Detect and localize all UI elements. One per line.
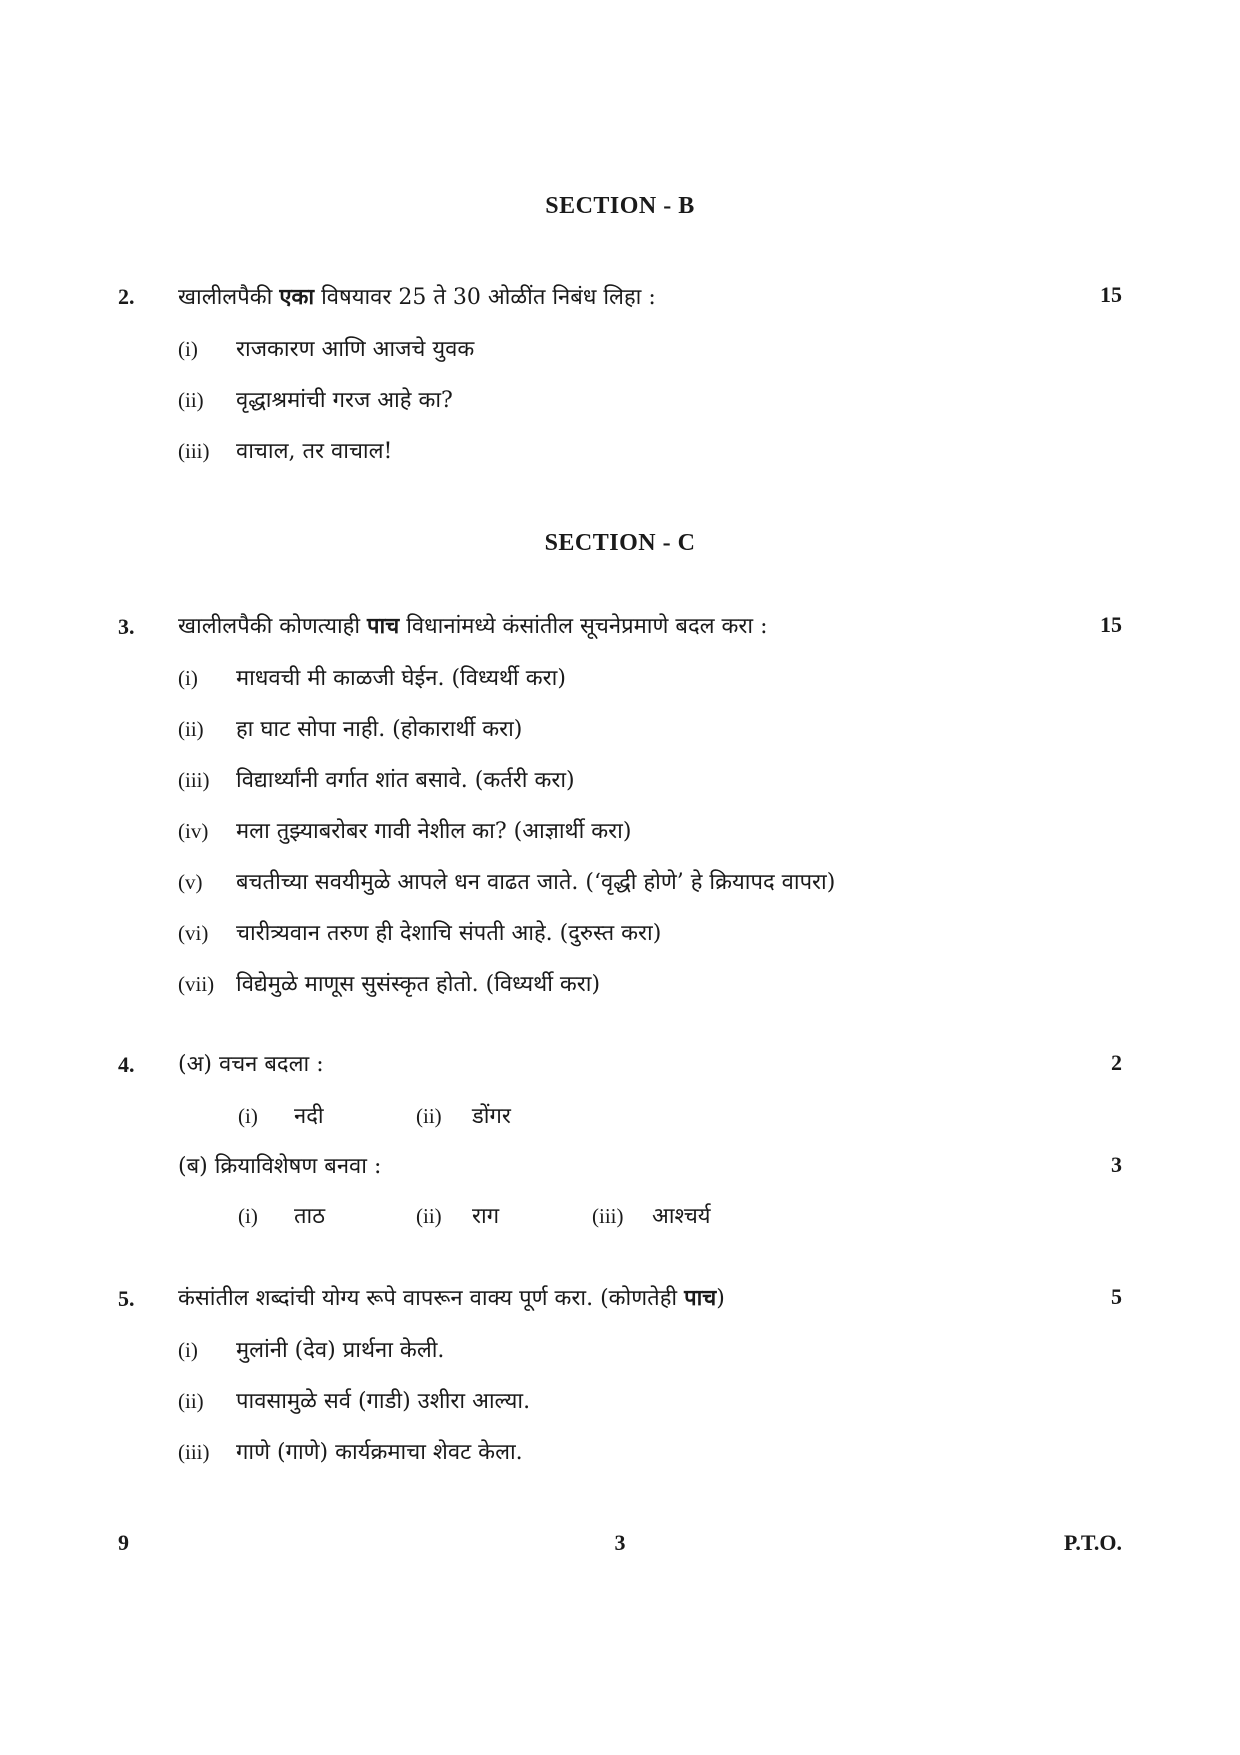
question-5-item bbox=[178, 1436, 523, 1466]
item-number: (v) bbox=[178, 870, 203, 894]
item-number: (ii) bbox=[416, 1204, 442, 1228]
item-text: विद्येमुळे माणूस सुसंस्कृत होतो. (विध्यर्थी करा) bbox=[236, 972, 601, 997]
question-3-item bbox=[178, 866, 835, 896]
question-2-item bbox=[178, 435, 392, 465]
question-3-text-bold: पाच bbox=[367, 613, 400, 639]
question-3-item bbox=[178, 713, 522, 743]
question-4b-item bbox=[416, 1200, 499, 1230]
question-2-text bbox=[178, 281, 656, 311]
question-2-marks: 15 bbox=[1100, 282, 1122, 307]
question-4-number: 4. bbox=[118, 1052, 135, 1077]
question-2-item bbox=[178, 333, 474, 363]
footer-code: 9 bbox=[118, 1530, 129, 1555]
item-number: (iii) bbox=[178, 768, 210, 792]
item-number: (iv) bbox=[178, 819, 209, 843]
question-4a-marks: 2 bbox=[1111, 1050, 1122, 1075]
item-number: (vii) bbox=[178, 972, 215, 996]
item-number: (iii) bbox=[592, 1204, 624, 1228]
item-text: आश्चर्य bbox=[652, 1204, 711, 1229]
question-5-text-post: ) bbox=[716, 1286, 725, 1311]
item-number: (iii) bbox=[178, 439, 210, 463]
item-text: बचतीच्या सवयीमुळे आपले धन वाढत जाते. (‘वृद्धी होणे’ हे क्रियापद वापरा) bbox=[236, 870, 836, 895]
item-text: नदी bbox=[294, 1104, 324, 1129]
item-text: मला तुझ्याबरोबर गावी नेशील का? (आज्ञार्थी करा) bbox=[236, 819, 632, 844]
question-4b-label: (ब) क्रियाविशेषण बनवा : bbox=[178, 1154, 382, 1179]
item-text: राग bbox=[472, 1204, 500, 1229]
question-3-marks: 15 bbox=[1100, 612, 1122, 637]
question-3-item bbox=[178, 662, 566, 692]
question-5-item bbox=[178, 1385, 530, 1415]
item-text: विद्यार्थ्यांनी वर्गात शांत बसावे. (कर्तरी करा) bbox=[236, 768, 575, 793]
item-number: (iii) bbox=[178, 1440, 210, 1464]
item-number: (ii) bbox=[178, 388, 204, 412]
question-5-text bbox=[178, 1282, 725, 1312]
question-3-text bbox=[178, 610, 768, 640]
question-5-item bbox=[178, 1334, 444, 1364]
section-b-heading: SECTION - B bbox=[545, 193, 695, 219]
item-number: (i) bbox=[178, 1338, 198, 1362]
item-text: राजकारण आणि आजचे युवक bbox=[236, 337, 475, 362]
question-3-item bbox=[178, 968, 600, 998]
item-number: (ii) bbox=[178, 1389, 204, 1413]
question-3-item bbox=[178, 815, 631, 845]
item-text: वृद्धाश्रमांची गरज आहे का? bbox=[236, 388, 453, 413]
footer-pto: P.T.O. bbox=[1063, 1530, 1122, 1555]
question-2-text-pre: खालीलपैकी bbox=[178, 285, 280, 310]
section-c-heading: SECTION - C bbox=[544, 530, 696, 556]
item-text: चारीत्र्यवान तरुण ही देशाचि संपती आहे. (दुरुस्त करा) bbox=[236, 921, 662, 946]
item-text: हा घाट सोपा नाही. (होकारार्थी करा) bbox=[236, 717, 523, 742]
question-5-marks: 5 bbox=[1111, 1284, 1122, 1309]
question-5-number: 5. bbox=[118, 1286, 135, 1311]
item-text: पावसामुळे सर्व (गाडी) उशीरा आल्या. bbox=[236, 1389, 531, 1414]
item-text: मुलांनी (देव) प्रार्थना केली. bbox=[236, 1338, 445, 1363]
question-2-text-post: विषयावर 25 ते 30 ओळींत निबंध लिहा : bbox=[314, 285, 656, 310]
question-2-item bbox=[178, 384, 453, 414]
item-text: माधवची मी काळजी घेईन. (विध्यर्थी करा) bbox=[236, 666, 566, 691]
question-2-number: 2. bbox=[118, 284, 135, 309]
question-2-text-bold: एका bbox=[279, 284, 315, 310]
question-3-item bbox=[178, 917, 661, 947]
item-text: ताठ bbox=[294, 1204, 326, 1229]
item-number: (ii) bbox=[178, 717, 204, 741]
question-3-text-post: विधानांमध्ये कंसांतील सूचनेप्रमाणे बदल करा : bbox=[399, 614, 768, 639]
item-number: (i) bbox=[238, 1104, 258, 1128]
item-number: (vi) bbox=[178, 921, 209, 945]
item-text: वाचाल, तर वाचाल! bbox=[236, 439, 393, 464]
question-4b-item bbox=[238, 1200, 325, 1230]
item-text: डोंगर bbox=[472, 1104, 511, 1129]
question-5-text-pre: कंसांतील शब्दांची योग्य रूपे वापरून वाक्य पूर्ण करा. (कोणतेही bbox=[178, 1286, 685, 1311]
item-number: (i) bbox=[178, 666, 198, 690]
question-4a-item bbox=[238, 1100, 324, 1130]
question-4a-item bbox=[416, 1100, 511, 1130]
question-4a-label: (अ) वचन बदला : bbox=[178, 1052, 324, 1077]
question-4b-marks: 3 bbox=[1111, 1152, 1122, 1177]
item-number: (i) bbox=[178, 337, 198, 361]
question-3-item bbox=[178, 764, 575, 794]
question-3-number: 3. bbox=[118, 614, 135, 639]
page-number: 3 bbox=[614, 1530, 626, 1555]
question-3-text-pre: खालीलपैकी कोणत्याही bbox=[178, 614, 368, 639]
item-number: (ii) bbox=[416, 1104, 442, 1128]
item-number: (i) bbox=[238, 1204, 258, 1228]
question-5-text-bold: पाच bbox=[684, 1285, 717, 1311]
question-4b-item bbox=[592, 1200, 711, 1230]
item-text: गाणे (गाणे) कार्यक्रमाचा शेवट केला. bbox=[236, 1440, 523, 1465]
